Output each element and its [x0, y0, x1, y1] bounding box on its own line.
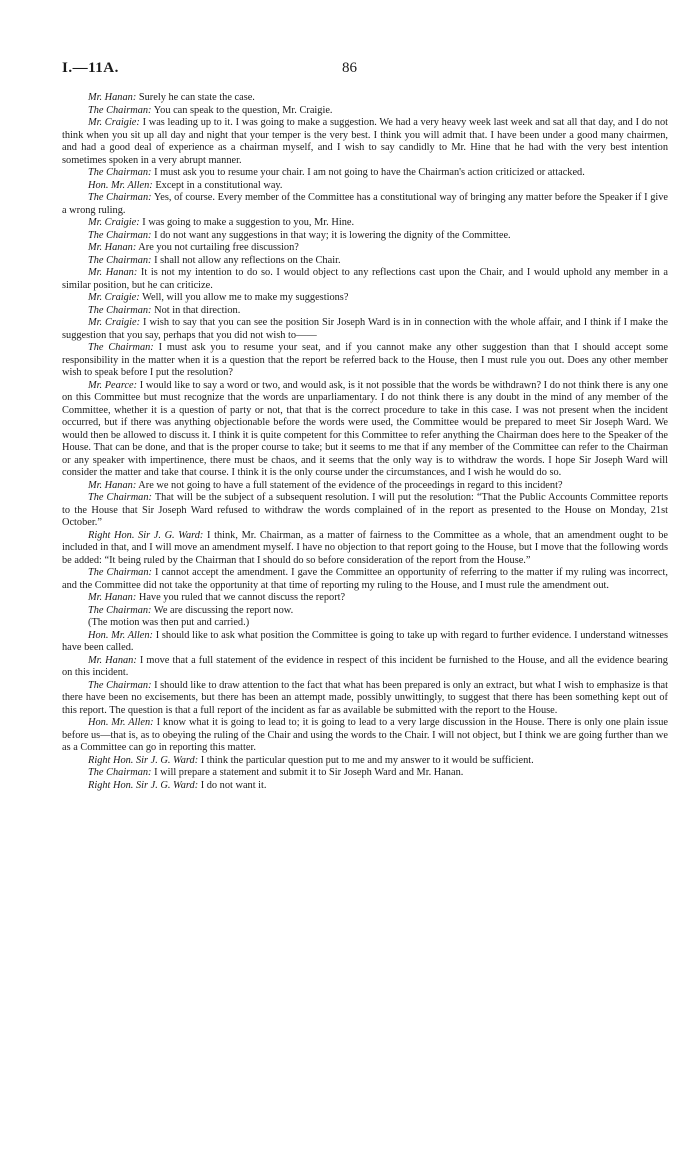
speaker-name: Right Hon. Sir J. G. Ward: — [88, 754, 199, 766]
speech-text: I think the particular question put to me and my answer to it would be sufficient. — [198, 754, 534, 766]
transcript-paragraph — [62, 480, 668, 493]
transcript-paragraph — [62, 567, 668, 592]
transcript-paragraph — [62, 380, 668, 480]
transcript-paragraph — [62, 105, 668, 118]
transcript-paragraph — [62, 217, 668, 230]
speech-text: (The motion was then put and carried.) — [88, 617, 250, 628]
speech-text: Well, will you allow me to make my suggestions? — [139, 292, 349, 303]
transcript-paragraph — [62, 655, 668, 680]
speaker-name: Mr. Craigie: — [88, 117, 140, 128]
speech-text: I must ask you to resume your chair. I am not going to have the Chairman's action criticized or attacked. — [151, 167, 585, 178]
speech-text: You can speak to the question, Mr. Craigie. — [151, 104, 333, 116]
transcript-paragraph — [62, 755, 668, 768]
speaker-name: The Chairman: — [88, 104, 152, 116]
speaker-name: The Chairman: — [88, 304, 152, 316]
speaker-name: Mr. Hanan: — [88, 654, 137, 666]
transcript-paragraph — [62, 605, 668, 618]
transcript-paragraph — [62, 492, 668, 530]
speech-text: Are you not curtailing free discussion? — [136, 242, 299, 253]
speaker-name: The Chairman: — [88, 192, 152, 203]
speaker-name: The Chairman: — [88, 767, 152, 778]
document-reference: I.—11A. — [62, 60, 119, 76]
transcript-paragraph — [62, 342, 668, 380]
speaker-name: The Chairman: — [88, 342, 154, 353]
speaker-name: The Chairman: — [88, 167, 152, 178]
transcript-paragraph — [62, 317, 668, 342]
transcript-paragraph — [62, 630, 668, 655]
transcript-paragraph — [62, 305, 668, 318]
speech-text: Not in that direction. — [151, 304, 241, 316]
speech-text: We are discussing the report now. — [151, 604, 294, 616]
speaker-name: Hon. Mr. Allen: — [88, 179, 153, 191]
transcript-paragraph — [62, 767, 668, 780]
transcript-paragraph — [62, 92, 668, 105]
speech-text: I should like to draw attention to the fact that what has been prepared is only an extract, but what I wish to emphasize is that there have been no excisements, but there has been an attempt made, possibly unwittingly, to suggest that there has been something kept out of this report. The question is that a full report of the incident as far as available be submitted with the report to the House. — [62, 679, 668, 716]
speech-text: I should like to ask what position the Committee is going to take up with regard to further evidence. I understand witnesses have been called. — [62, 629, 668, 653]
speaker-name: Mr. Craigie: — [88, 292, 140, 303]
page-number: 86 — [342, 60, 357, 76]
speaker-name: The Chairman: — [88, 679, 152, 691]
speech-text: I cannot accept the amendment. I gave the Committee an opportunity of referring to the matter if my ruling was incorrect, and the Committee did not take the opportunity at that time of reporting my ruling to the House, and I must rule the amendment out. — [62, 567, 668, 591]
speaker-name: Mr. Hanan: — [88, 479, 137, 491]
speech-text: I must ask you to resume your seat, and if you cannot make any other suggestion than that I should accept some responsibility in the matter when it is a question that the report be referred back to the House, then I must rule you out. Does any other member wish to speak before I put the resolution? — [62, 342, 668, 378]
speaker-name: Mr. Hanan: — [88, 592, 137, 603]
speaker-name: The Chairman: — [88, 567, 152, 578]
speech-text: Are we not going to have a full statement of the evidence of the proceedings in regard to this incident? — [136, 479, 563, 491]
speech-text: Have you ruled that we cannot discuss the report? — [136, 592, 346, 603]
transcript-paragraph — [62, 230, 668, 243]
transcript-paragraph — [62, 592, 668, 605]
transcript-paragraph — [62, 780, 668, 793]
transcript-paragraph — [62, 180, 668, 193]
page-header — [62, 60, 668, 84]
speech-text: I shall not allow any reflections on the Chair. — [151, 254, 341, 266]
transcript-paragraph — [62, 242, 668, 255]
speaker-name: Mr. Craigie: — [88, 217, 140, 228]
speech-text: That will be the subject of a subsequent resolution. I will put the resolution: “That the Public Accounts Committee reports to the House that Sir Joseph Ward refused to withdraw the words complained of in the report as presented to the House on Monday, 21st October.” — [62, 492, 668, 528]
speaker-name: Mr. Pearce: — [88, 379, 138, 391]
speech-text: I think, Mr. Chairman, as a matter of fairness to the Committee as a whole, that an amendment ought to be included in that, and I will move an amendment myself. I have no objection to that report going to the House, but I move that the following words be added: “It being ruled by the Chairman that I should do so before consideration of the report from the House.” — [62, 529, 668, 566]
transcript-paragraph — [62, 530, 668, 568]
transcript-paragraph — [62, 167, 668, 180]
transcript-paragraph — [62, 617, 668, 630]
speaker-name: The Chairman: — [88, 254, 152, 266]
transcript-paragraph — [62, 717, 668, 755]
transcript-paragraph — [62, 680, 668, 718]
speech-text: Except in a constitutional way. — [152, 179, 283, 191]
speaker-name: Right Hon. Sir J. G. Ward: — [88, 529, 204, 541]
transcript-paragraph — [62, 255, 668, 268]
transcript-paragraph — [62, 267, 668, 292]
speech-text: Yes, of course. Every member of the Committee has a constitutional way of bringing any matter before the Speaker if I give a wrong ruling. — [62, 192, 668, 216]
speaker-name: Hon. Mr. Allen: — [88, 717, 154, 728]
transcript-paragraph — [62, 292, 668, 305]
speech-text: I was leading up to it. I was going to make a suggestion. We had a very heavy week last week and sat all that day, and I do not think when you sit up all day and night that your temper is the very best. I think you will admit that. I have been under a good many chairmen, and had a good deal of experience as a chairman myself, and I wish to say candidly to Mr. Hine that he had with the very best intention sometimes spoken in a very abrupt manner. — [62, 117, 669, 166]
transcript-paragraph — [62, 192, 668, 217]
speech-text: I know what it is going to lead to; it is going to lead to a very large discussion in the House. There is only one plain issue before us—that is, as to obeying the ruling of the Chair and using the words to the Chair. I will not object, but I think we are going further than we as a Committee can go in reporting this matter. — [62, 717, 668, 753]
transcript-paragraph — [62, 117, 668, 167]
speaker-name: Right Hon. Sir J. G. Ward: — [88, 779, 199, 791]
speaker-name: Mr. Hanan: — [88, 242, 137, 253]
speech-text: I move that a full statement of the evidence in respect of this incident be furnished to the House, and all the evidence bearing on this incident. — [62, 654, 668, 678]
speech-text: I wish to say that you can see the position Sir Joseph Ward is in in connection with the whole affair, and I think if I make the suggestion that you say, perhaps that you did not wish to—— — [62, 317, 668, 341]
transcript-body — [62, 92, 668, 792]
speech-text: I do not want it. — [198, 779, 267, 791]
speaker-name: Hon. Mr. Allen: — [88, 629, 153, 641]
speaker-name: Mr. Hanan: — [88, 267, 138, 278]
speech-text: It is not my intention to do so. I would object to any reflections cast upon the Chair, and I would uphold any member in a similar position, but he can criticize. — [62, 267, 668, 291]
speaker-name: Mr. Craigie: — [88, 317, 141, 328]
speech-text: I was going to make a suggestion to you, Mr. Hine. — [139, 217, 355, 228]
speaker-name: The Chairman: — [88, 604, 152, 616]
speech-text: I would like to say a word or two, and would ask, is it not possible that the words be withdrawn? I do not think there is any one on this Committee but must recognize that the words are unparliamentary. I do not think there is any doubt in the mind of any member of the Committee, whether it is a question of party or not, that that is the correct procedure to take in this case. I was not present when the incident occurred, but if there was anything objectionable before the words were used, the Committee would be prepared to meet Sir Joseph Ward. We would then be allowed to discuss it. I think it is quite competent for this Committee to refer anything the Chairman does here to the Speaker of the House. That can be done, and that is the proper course to take; but it seems to me that if any member of the Committee can refer to the Chairman or any speaker with impertinence, there must be chaos, and it seems that the only way is to withdraw the words. I hope Sir Joseph Ward will consider the matter and take that course. I think it is the only course under the circumstances, and I wish he would do so. — [62, 379, 668, 478]
speaker-name: The Chairman: — [88, 229, 152, 241]
speech-text: I do not want any suggestions in that way; it is lowering the dignity of the Committee. — [151, 229, 511, 241]
speech-text: Surely he can state the case. — [136, 92, 255, 103]
speaker-name: The Chairman: — [88, 492, 152, 503]
speaker-name: Mr. Hanan: — [88, 92, 137, 103]
speech-text: I will prepare a statement and submit it to Sir Joseph Ward and Mr. Hanan. — [151, 767, 464, 778]
